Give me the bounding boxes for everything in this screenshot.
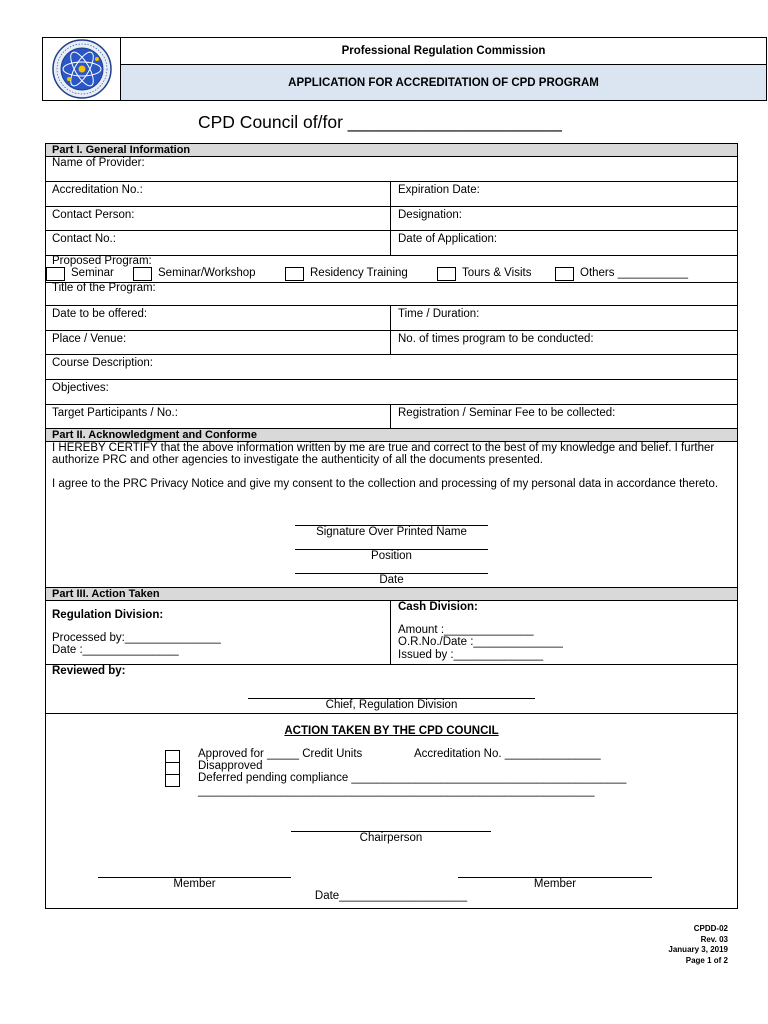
form-revision: Rev. 03 xyxy=(700,934,728,944)
accreditation-no-label: Accreditation No.: xyxy=(52,184,143,196)
form-title: APPLICATION FOR ACCREDITATION OF CPD PROGRAM xyxy=(121,65,766,100)
course-description-row[interactable] xyxy=(46,355,737,380)
prc-seal-cell xyxy=(43,38,121,100)
form-header xyxy=(42,37,767,101)
column-divider xyxy=(390,182,391,206)
amount-field[interactable]: Amount :______________ xyxy=(398,624,534,636)
proposed-program-label: Proposed Program: xyxy=(52,255,152,267)
page-number: Page 1 of 2 xyxy=(685,955,728,965)
place-venue-row xyxy=(46,331,737,355)
date-offered-row xyxy=(46,306,737,331)
council-heading: CPD Council of/for ______________________ xyxy=(198,112,562,132)
member-left-label: Member xyxy=(173,878,216,890)
course-description-label: Course Description: xyxy=(52,357,153,369)
expiration-date-label: Expiration Date: xyxy=(398,184,480,196)
contact-person-row xyxy=(46,207,737,231)
objectives-row[interactable] xyxy=(46,380,737,405)
signature-label: Signature Over Printed Name xyxy=(316,526,467,538)
seminar-workshop-checkbox[interactable] xyxy=(133,267,152,281)
designation-label: Designation: xyxy=(398,209,462,221)
deferred-checkbox[interactable] xyxy=(165,774,180,787)
application-form xyxy=(45,143,738,909)
name-of-provider-label: Name of Provider: xyxy=(52,157,145,169)
certify-text-line1: I HEREBY CERTIFY that the above information written by me are true and correct to the best of my knowledge and belief. I further xyxy=(52,442,715,454)
privacy-consent-text: I agree to the PRC Privacy Notice and give my consent to the collection and processing of my personal data in accordance thereto. xyxy=(52,478,719,490)
column-divider xyxy=(390,207,391,230)
reviewed-by-label: Reviewed by: xyxy=(52,665,126,677)
column-divider xyxy=(390,331,391,354)
part2-header: Part II. Acknowledgment and Conforme xyxy=(46,429,737,442)
council-action-title: ACTION TAKEN BY THE CPD COUNCIL xyxy=(284,725,499,737)
target-participants-row xyxy=(46,405,737,429)
column-divider xyxy=(390,306,391,330)
contact-no-label: Contact No.: xyxy=(52,233,116,245)
reviewed-by-section xyxy=(46,665,737,714)
council-date-field[interactable]: Date____________________ xyxy=(314,890,468,902)
tours-visits-checkbox[interactable] xyxy=(437,267,456,281)
proposed-program-row xyxy=(46,256,737,283)
approved-label: Approved for _____ Credit Units xyxy=(198,748,363,760)
disapproved-label: Disapproved xyxy=(198,760,263,772)
contact-no-row xyxy=(46,231,737,256)
form-footer xyxy=(668,924,728,966)
division-section xyxy=(46,601,737,665)
time-duration-label: Time / Duration: xyxy=(398,308,480,320)
contact-person-label: Contact Person: xyxy=(52,209,135,221)
deferred-label: Deferred pending compliance ___________________________________________ xyxy=(198,772,627,784)
column-divider xyxy=(390,231,391,255)
acknowledgment-section xyxy=(46,442,737,588)
residency-training-checkbox[interactable] xyxy=(285,267,304,281)
date-offered-label: Date to be offered: xyxy=(52,308,148,320)
column-divider xyxy=(390,405,391,428)
part3-header: Part III. Action Taken xyxy=(46,588,737,601)
chief-label: Chief, Regulation Division xyxy=(325,699,458,711)
regulation-date-field[interactable]: Date :_______________ xyxy=(52,644,179,656)
tours-visits-option-label: Tours & Visits xyxy=(462,267,532,279)
times-conducted-label: No. of times program to be conducted: xyxy=(398,333,594,345)
residency-training-option-label: Residency Training xyxy=(310,267,408,279)
or-no-date-field[interactable]: O.R.No./Date :______________ xyxy=(398,636,563,648)
form-code: CPDD-02 xyxy=(693,924,728,933)
column-divider xyxy=(390,601,391,664)
seminar-workshop-option-label: Seminar/Workshop xyxy=(158,267,256,279)
target-participants-label: Target Participants / No.: xyxy=(52,407,178,419)
name-of-provider-row[interactable] xyxy=(46,157,737,182)
member-right-label: Member xyxy=(533,878,577,890)
others-checkbox[interactable] xyxy=(555,267,574,281)
form-date: January 3, 2019 xyxy=(668,945,728,954)
deferred-continuation-line[interactable]: ______________________________________________________________ xyxy=(198,785,595,797)
part1-header: Part I. General Information xyxy=(46,144,737,157)
certify-text-line2: authorize PRC and other agencies to investigate the authenticity of all the documents presented. xyxy=(52,454,543,466)
place-venue-label: Place / Venue: xyxy=(52,333,127,345)
council-accreditation-no-field[interactable]: Accreditation No. _______________ xyxy=(414,748,601,760)
seminar-checkbox[interactable] xyxy=(46,267,65,281)
council-action-section xyxy=(46,714,737,910)
registration-fee-label: Registration / Seminar Fee to be collected: xyxy=(398,407,616,419)
title-of-program-row[interactable] xyxy=(46,283,737,306)
title-of-program-label: Title of the Program: xyxy=(52,282,156,294)
date-label: Date xyxy=(379,574,404,586)
issued-by-field[interactable]: Issued by :______________ xyxy=(398,649,544,661)
others-option-label: Others ___________ xyxy=(580,267,689,279)
objectives-label: Objectives: xyxy=(52,382,109,394)
chairperson-label: Chairperson xyxy=(359,832,423,844)
processed-by-field[interactable]: Processed by:_______________ xyxy=(52,632,221,644)
date-of-application-label: Date of Application: xyxy=(398,233,498,245)
accreditation-row xyxy=(46,182,737,207)
regulation-division-label: Regulation Division: xyxy=(52,609,164,621)
organization-name: Professional Regulation Commission xyxy=(121,38,766,65)
seminar-option-label: Seminar xyxy=(71,267,114,279)
prc-seal-logo xyxy=(49,39,115,99)
cash-division-label: Cash Division: xyxy=(398,601,478,613)
position-label: Position xyxy=(371,550,412,562)
